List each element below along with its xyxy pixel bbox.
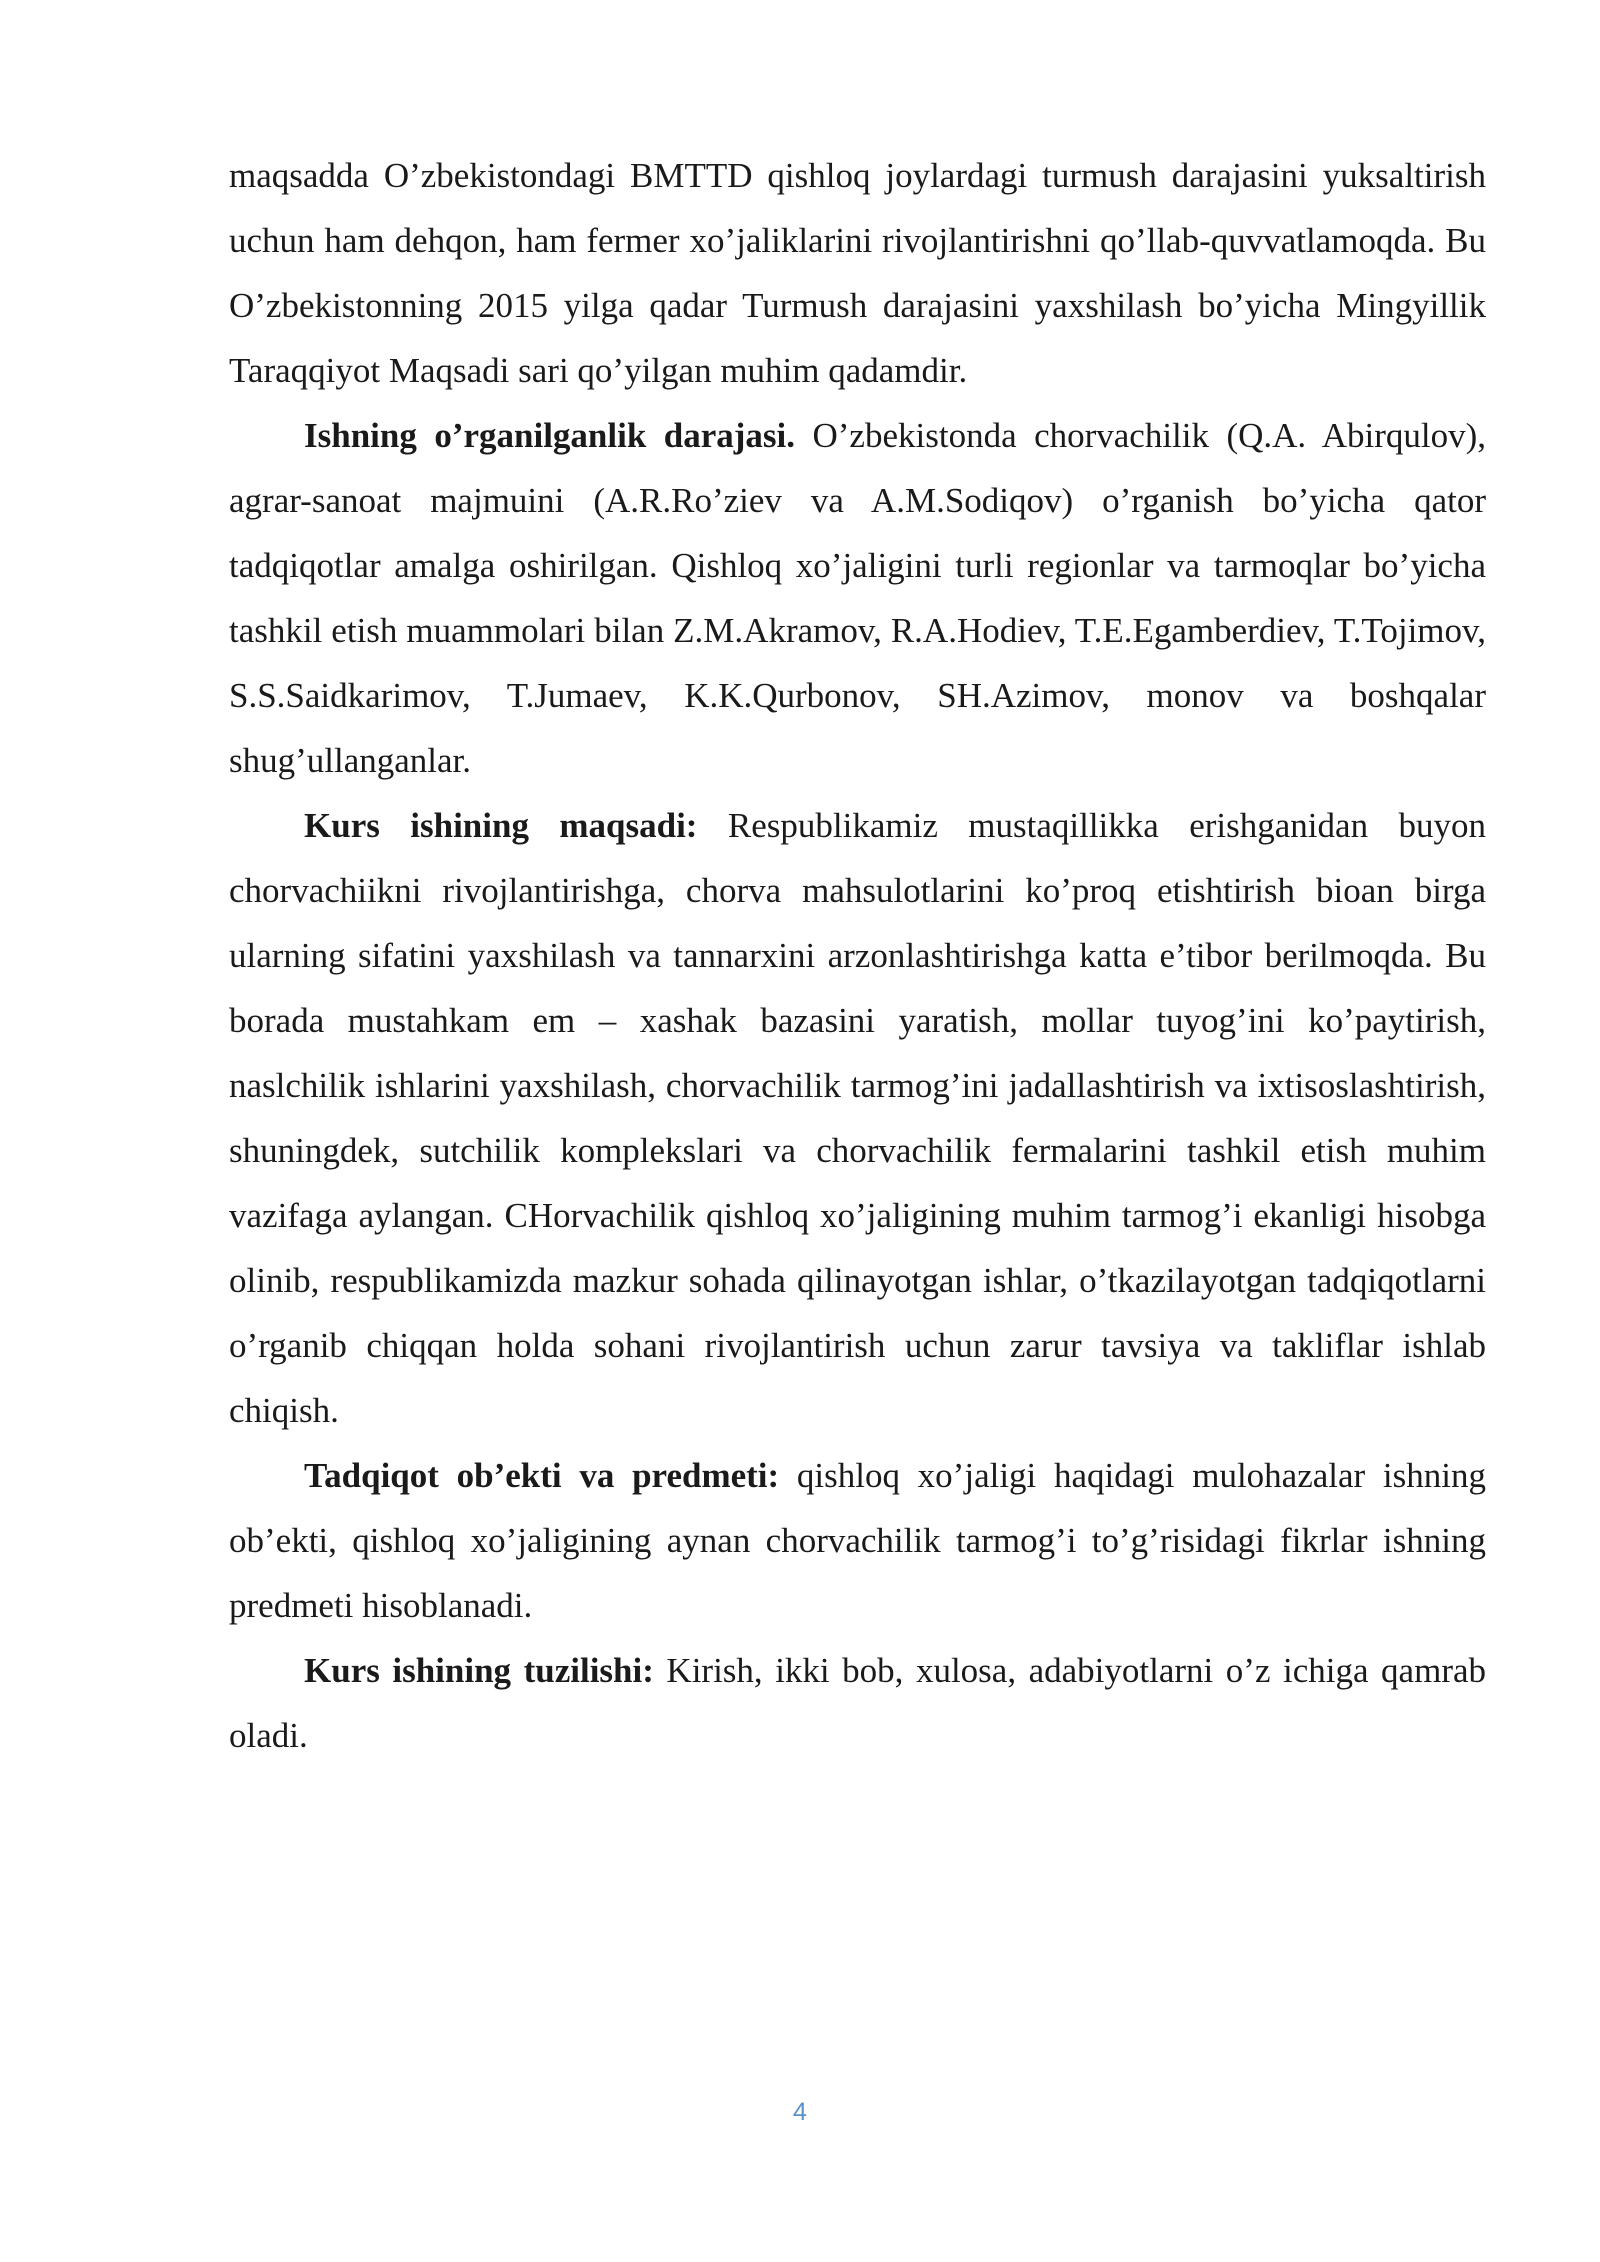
paragraph-heading: Kurs ishining maqsadi:	[304, 806, 698, 845]
paragraph-course-goal	[229, 793, 1486, 1443]
paragraph-object-subject	[229, 1443, 1486, 1638]
paragraph-text: O’zbekistonda chorvachilik (Q.A. Abirqulov), agrar-sanoat majmuini (A.R.Ro’ziev va A.M.Sodiqov) o’rganish bo’yicha qator tadqiqotlar amalga oshirilgan. Qishloq xo’jaligini turli regionlar va tarmoqlar bo’yicha tashkil etish muammolari bilan Z.M.Akramov, R.A.Hodiev, T.E.Egamberdiev, T.Tojimov, S.S.Saidkarimov, T.Jumaev, K.K.Qurbonov, SH.Azimov, monov va boshqalar shug’ullanganlar.	[229, 416, 1486, 780]
paragraph-heading: Ishning o’rganilganlik darajasi.	[304, 416, 796, 455]
paragraph-text: Respublikamiz mustaqillikka erishganidan buyon chorvachiikni rivojlantirishga, chorva mahsulotlarini ko’proq etishtirish bioan birga ularning sifatini yaxshilash va tannarxini arzonlashtirishga katta e’tibor berilmoqda. Bu borada mustahkam em – xashak bazasini yaratish, mollar tuyog’ini ko’paytirish, naslchilik ishlarini yaxshilash, chorvachilik tarmog’ini jadallashtirish va ixtisoslashtirish, shuningdek, sutchilik komplekslari va chorvachilik fermalarini tashkil etish muhim vazifaga aylangan. CHorvachilik qishloq xo’jaligining muhim tarmog’i ekanligi hisobga olinib, respublikamizda mazkur sohada qilinayotgan ishlar, o’tkazilayotgan tadqiqotlarni o’rganib chiqqan holda sohani rivojlantirish uchun zarur tavsiya va takliflar ishlab chiqish.	[229, 806, 1486, 1430]
paragraph-research-degree	[229, 403, 1486, 793]
paragraph-heading: Kurs ishining tuzilishi:	[304, 1651, 654, 1690]
paragraph-text: qishloq xo’jaligi haqidagi mulohazalar ishning ob’ekti, qishloq xo’jaligining aynan chorvachilik tarmog’i to’g’risidagi fikrlar ishning predmeti hisoblanadi.	[229, 1456, 1486, 1625]
paragraph-text: maqsadda O’zbekistondagi BMTTD qishloq joylardagi turmush darajasini yuksaltirish uchun ham dehqon, ham fermer xo’jaliklarini rivojlantirishni qo’llab-quvvatlamoqda. Bu O’zbekistonning 2015 yilga qadar Turmush darajasini yaxshilash bo’yicha Mingyillik Taraqqiyot Maqsadi sari qo’yilgan muhim qadamdir.	[229, 156, 1486, 390]
page-body	[229, 143, 1486, 1768]
paragraph-structure	[229, 1638, 1486, 1768]
paragraph-intro-continuation	[229, 143, 1486, 403]
page-number: 4	[793, 2098, 807, 2126]
paragraph-heading: Tadqiqot ob’ekti va predmeti:	[304, 1456, 780, 1495]
paragraph-text: Kirish, ikki bob, xulosa, adabiyotlarni o’z ichiga qamrab oladi.	[229, 1651, 1487, 1755]
